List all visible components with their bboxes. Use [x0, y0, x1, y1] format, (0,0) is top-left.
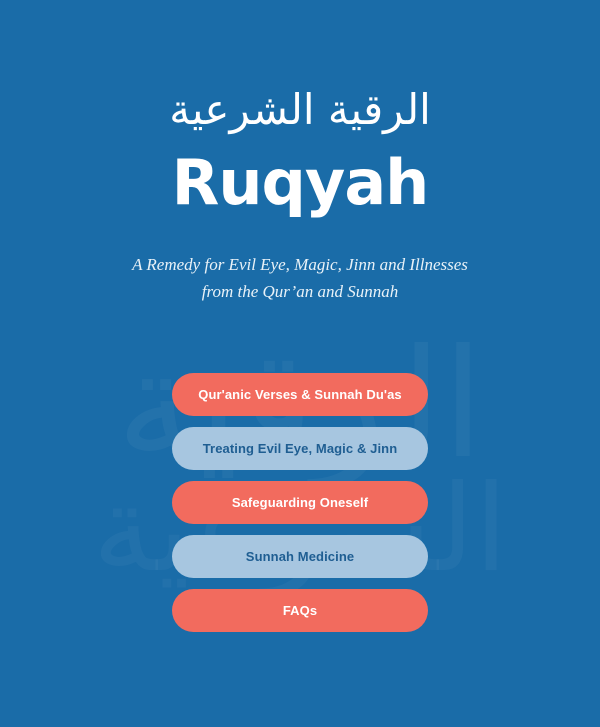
main-menu	[172, 373, 428, 632]
menu-item-faqs[interactable]: FAQs	[172, 589, 428, 632]
page-subtitle-line-2: from the Qur’an and Sunnah	[201, 281, 399, 301]
menu-item-safeguarding-oneself[interactable]: Safeguarding Oneself	[172, 481, 428, 524]
page-title: Ruqyah	[171, 146, 429, 220]
page-title-arabic: الرقية الشرعية	[169, 85, 431, 134]
menu-item-sunnah-medicine[interactable]: Sunnah Medicine	[172, 535, 428, 578]
page-subtitle-line-1: A Remedy for Evil Eye, Magic, Jinn and Illnesses	[132, 255, 468, 275]
page-subtitle	[132, 252, 468, 305]
menu-item-quranic-verses-sunnah-duas[interactable]: Qur'anic Verses & Sunnah Du'as	[172, 373, 428, 416]
menu-item-treating-evil-eye-magic-jinn[interactable]: Treating Evil Eye, Magic & Jinn	[172, 427, 428, 470]
